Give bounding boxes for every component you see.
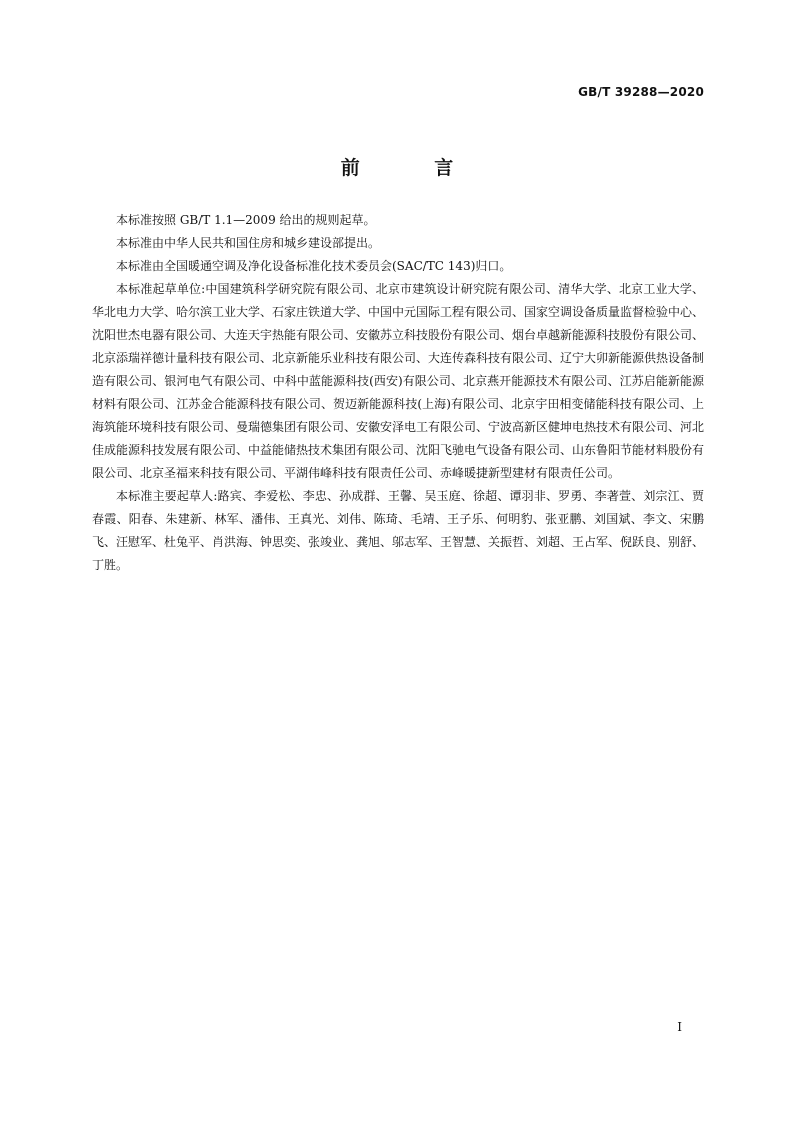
paragraph-drafters: 本标准主要起草人:路宾、李爱松、李忠、孙成群、王馨、吴玉庭、徐超、谭羽非、罗勇、李著萱、刘宗江、贾春霞、阳春、朱建新、林军、潘伟、王真光、刘伟、陈琦、毛靖、王子乐、何明豹、张亚鹏、刘国斌、李文、宋鹏飞、汪慰军、杜兔平、肖洪海、钟思奕、张竣业、龚旭、邬志军、王智慧、关振哲、刘超、王占军、倪跃良、别舒、丁胜。 — [92, 489, 705, 572]
page-number: I — [677, 1020, 682, 1034]
paragraph-committee: 本标准由全国暖通空调及净化设备标准化技术委员会(SAC/TC 143)归口。 — [116, 259, 512, 273]
paragraph-drafting-units: 本标准起草单位:中国建筑科学研究院有限公司、北京市建筑设计研究院有限公司、清华大学、北京工业大学、华北电力大学、哈尔滨工业大学、石家庄铁道大学、中国中元国际工程有限公司、国家空调设备质量监督检验中心、沈阳世杰电器有限公司、大连天宇热能有限公司、安徽苏立科技股份有限公司、烟台卓越新能源科技股份有限公司、北京添瑞祥德计量科技有限公司、北京新能乐业科技有限公司、大连传森科技有限公司、辽宁大卯新能源供热设备制造有限公司、银河电气有限公司、中科中蓝能源科技(西安)有限公司、北京燕开能源技术有限公司、江苏启能新能源材料有限公司、江苏金合能源科技有限公司、贺迈新能源科技(上海)有限公司、北京宇田相变储能科技有限公司、上海筑能环境科技有限公司、曼瑞德集团有限公司、安徽安泽电工有限公司、宁波高新区健坤电热技术有限公司、河北佳成能源科技发展有限公司、中益能储热技术集团有限公司、沈阳飞驰电气设备有限公司、山东鲁阳节能材料股份有限公司、北京圣福来科技有限公司、平湖伟峰科技有限责任公司、赤峰暖捷新型建材有限责任公司。 — [92, 282, 705, 480]
foreword-body — [92, 209, 704, 577]
page-title: 前 言 — [340, 157, 488, 179]
paragraph-drafting-rules: 本标准按照 GB/T 1.1—2009 给出的规则起草。 — [116, 213, 376, 227]
paragraph-proposer: 本标准由中华人民共和国住房和城乡建设部提出。 — [116, 236, 381, 250]
standard-code: GB/T 39288—2020 — [578, 85, 704, 99]
